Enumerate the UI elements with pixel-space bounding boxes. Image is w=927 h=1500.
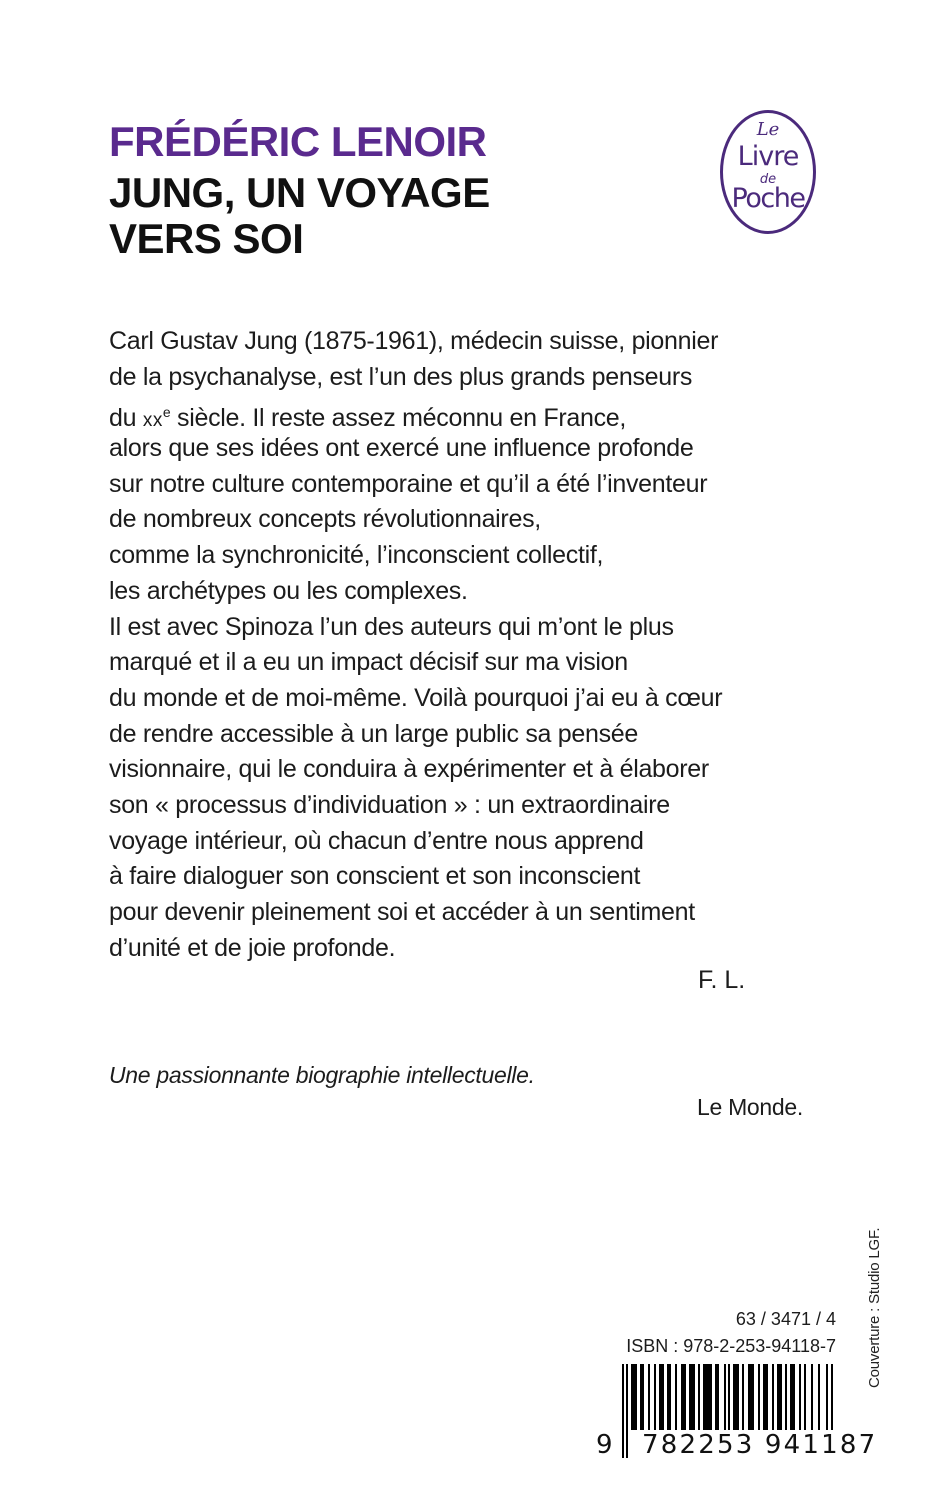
century-smallcaps: xx bbox=[142, 410, 163, 432]
blurb-line: Carl Gustav Jung (1875-1961), médecin suisse, pionnier bbox=[109, 327, 719, 355]
blurb-line: visionnaire, qui le conduira à expérimenter et à élaborer bbox=[109, 755, 709, 784]
press-quote-source: Le Monde. bbox=[697, 1094, 803, 1120]
blurb-line: les archétypes ou les complexes. bbox=[109, 576, 468, 605]
book-title bbox=[109, 170, 490, 262]
blurb-line: pour devenir pleinement soi et accéder à un sentiment bbox=[109, 898, 695, 926]
catalog-code: 63 / 3471 / 4 bbox=[735, 1309, 836, 1329]
logo-de: de bbox=[759, 172, 777, 187]
blurb-fragment: siècle. Il reste assez méconnu en France, bbox=[170, 404, 627, 433]
logo-le: Le bbox=[756, 119, 780, 140]
cover-credit: Couverture : Studio LGF. bbox=[866, 1227, 883, 1388]
blurb-line: voyage intérieur, où chacun d’entre nous apprend bbox=[109, 826, 644, 855]
blurb-line: alors que ses idées ont exercé une influence profonde bbox=[109, 434, 694, 463]
blurb-line: comme la synchronicité, l’inconscient collectif, bbox=[109, 541, 604, 570]
author-name: FRÉDÉRIC LENOIR bbox=[109, 118, 487, 165]
blurb-line: de nombreux concepts révolutionnaires, bbox=[109, 505, 541, 534]
blurb-line: de la psychanalyse, est l’un des plus grands penseurs bbox=[109, 362, 693, 391]
logo-livre: Livre bbox=[737, 141, 799, 172]
blurb-line: de rendre accessible à un large public sa pensée bbox=[109, 719, 639, 748]
blurb-line: à faire dialoguer son conscient et son inconscient bbox=[109, 862, 641, 891]
blurb-text bbox=[109, 324, 722, 966]
blurb-line: son « processus d’individuation » : un extraordinaire bbox=[109, 790, 670, 819]
blurb-line: d’unité et de joie profonde. bbox=[109, 933, 396, 962]
barcode-first-digit: 9 bbox=[596, 1430, 613, 1460]
book-codes bbox=[626, 1306, 836, 1360]
century-superscript: e bbox=[162, 404, 171, 421]
book-title-line-1: JUNG, UN VOYAGE bbox=[109, 169, 490, 216]
blurb-line: marqué et il a eu un impact décisif sur ma vision bbox=[109, 648, 628, 677]
blurb-fragment: du bbox=[109, 404, 143, 433]
barcode-digits: 782253 941187 bbox=[642, 1430, 878, 1460]
book-title-line-2: VERS SOI bbox=[109, 215, 304, 262]
press-quote: Une passionnante biographie intellectuelle. bbox=[109, 1062, 535, 1088]
isbn: ISBN : 978-2-253-94118-7 bbox=[626, 1336, 836, 1356]
blurb-signature: F. L. bbox=[698, 966, 746, 994]
blurb-line: Il est avec Spinoza l’un des auteurs qui m’ont le plus bbox=[109, 612, 674, 641]
blurb-line: sur notre culture contemporaine et qu’il a été l’inventeur bbox=[109, 469, 708, 498]
logo-poche: Poche bbox=[731, 183, 805, 214]
blurb-line: du monde et de moi-même. Voilà pourquoi j’ai eu à cœur bbox=[109, 683, 723, 712]
le-livre-de-poche-logo-icon bbox=[720, 110, 816, 234]
blurb-line bbox=[109, 395, 722, 431]
